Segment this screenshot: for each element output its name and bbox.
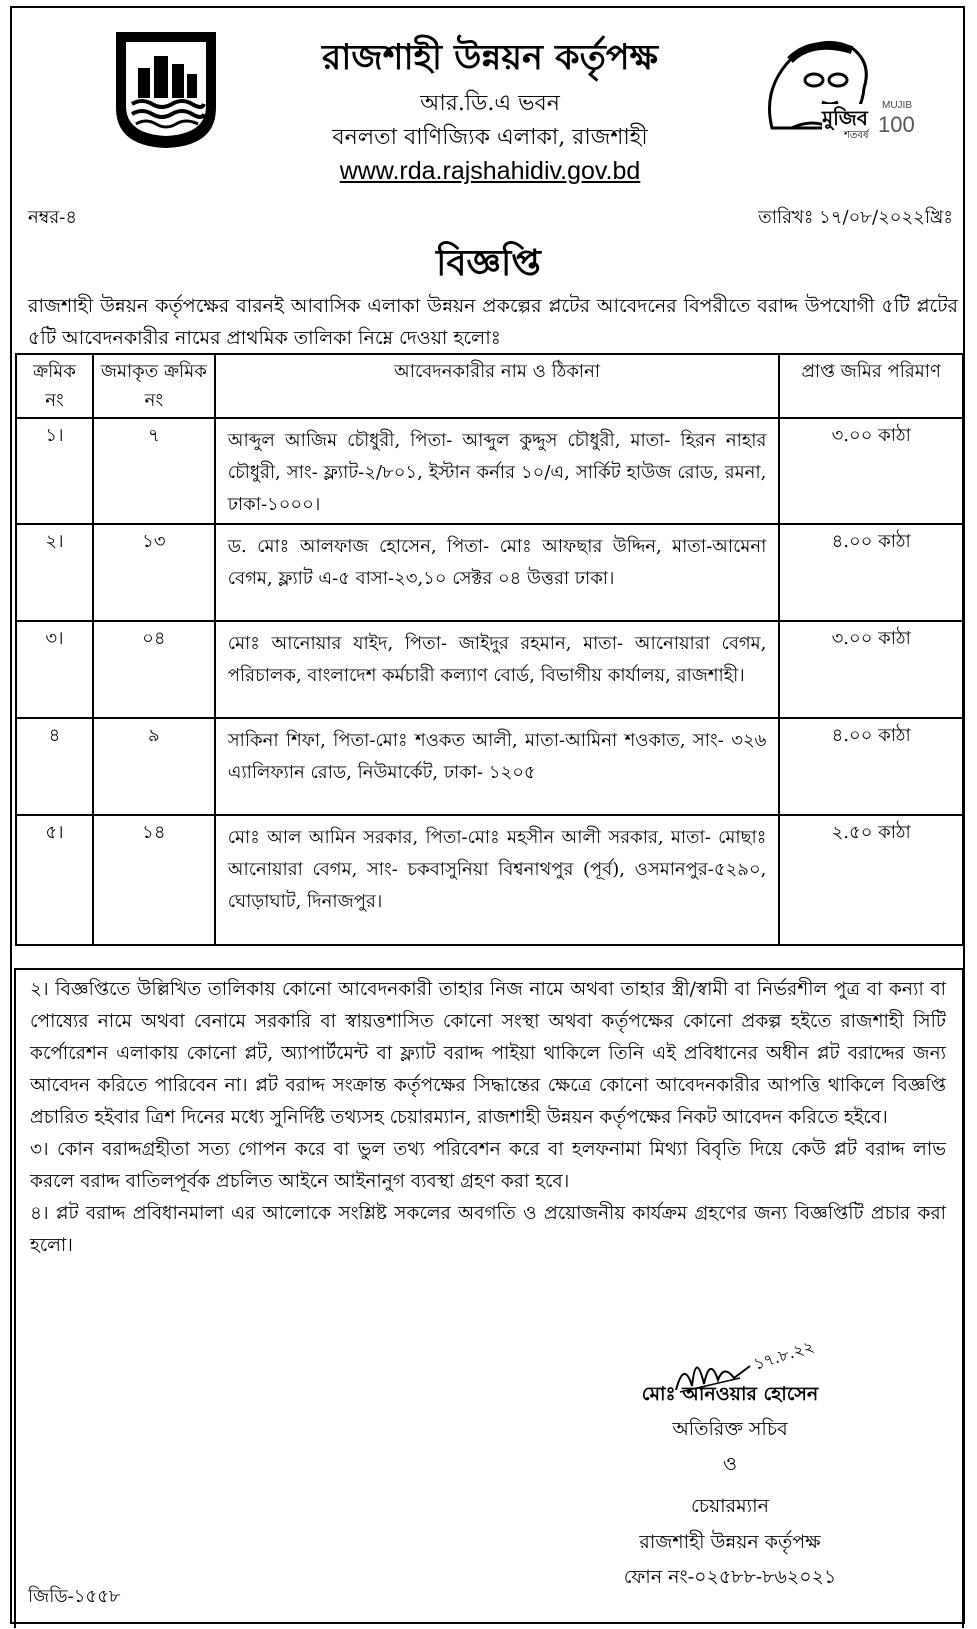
applicant-cell: মোঃ আল আমিন সরকার, পিতা-মোঃ মহসীন আলী সরকার, মাতা- মোছাঃ আনোয়ারা বেগম, সাং- চকবাসুনিয়া বিশ্বনাথপুর (পূর্ব), ওসমানপুর-৫২৯০, ঘোড়াঘাট, দিনাজপুর। [215,815,780,945]
applicant-cell: মোঃ আনোয়ার যাইদ, পিতা- জাইদুর রহমান, মাতা- আনোয়ারা বেগম, পরিচালক, বাংলাদেশ কর্মচারী কল্যাণ বোর্ড, বিভাগীয় কার্যালয়, রাজশাহী। [215,621,780,718]
area-cell: ৪.০০ কাঠা [779,524,963,621]
serial-cell: ৫। [16,815,93,945]
signatory-designation: অতিরিক্ত সচিব [672,1418,788,1440]
applicant-table [15,353,964,946]
serial-cell: ৪ [16,718,93,815]
col-serial-header: ক্রমিক নং [16,354,93,418]
mujib-en-text: MUJIB [882,100,912,111]
table-row [16,524,963,621]
mujib-num-text: 100 [878,112,915,137]
note-paragraph: ২। বিজ্ঞপ্তিতে উল্লিখিত তালিকায় কোনো আবেদনকারী তাহার নিজ নামে অথবা তাহার স্ত্রী/স্বামী বা নির্ভরশীল পুত্র বা কন্যা বা পোষ্যের নামে অথবা বেনামে সরকারি বা স্বায়ত্তশাসিত কোনো সংস্থা অথবা কর্তৃপক্ষের কোনো প্রকল্প হইতে রাজশাহী সিটি কর্পোরেশন এলাকায় কোনো প্লট, অ্যাপার্টমেন্ট বা ফ্ল্যাট বরাদ্দ পাইয়া থাকিলে তিনি এই প্রবিধানের অধীন প্লট বরাদ্দের জন্য আবেদন করিতে পারিবেন না। প্লট বরাদ্দ সংক্রান্ত কর্তৃপক্ষের সিদ্ধান্তের ক্ষেত্রে কোনো আবেদনকারীর আপত্তি থাকিলে বিজ্ঞপ্তি প্রচারিত হইবার ত্রিশ দিনের মধ্যে সুনির্দিষ্ট তথ্যসহ চেয়ারম্যান, রাজশাহী উন্নয়ন কর্তৃপক্ষের নিকট আবেদন করিতে হইবে। [30,979,946,1128]
col-applicant-header: আবেদনকারীর নাম ও ঠিকানা [215,354,780,418]
website-link[interactable]: www.rda.rajshahidiv.gov.bd [339,157,641,185]
submitted-serial-cell: ১৪ [93,815,215,945]
table-row [16,718,963,815]
serial-cell: ১। [16,418,93,524]
notice-title: বিজ্ঞপ্তি [436,242,541,284]
signatory-name: মোঃ আনওয়ার হোসেন [641,1383,819,1405]
table-row [16,815,963,945]
area-cell: ৪.০০ কাঠা [779,718,963,815]
submitted-serial-cell: ০৪ [93,621,215,718]
area-cell: ৩.০০ কাঠা [779,621,963,718]
col-submitted-serial-header: জমাকৃত ক্রমিক নং [93,354,215,418]
signature-date: ১৭.৮.২২ [751,1336,817,1374]
org-name: রাজশাহী উন্নয়ন কর্তৃপক্ষ [322,37,658,78]
note-paragraph: ৪। প্লট বরাদ্দ প্রবিধানমালা এর আলোকে সংশ্লিষ্ট সকলের অবগতি ও প্রয়োজনীয় কার্যক্রম গ্রহণের জন্য বিজ্ঞপ্তিটি প্রচার করা হলো। [30,1203,946,1256]
signatory-and: ও [723,1453,737,1475]
submitted-serial-cell: ৯ [93,718,215,815]
signatory-phone: ফোন নং-০২৫৮৮-৮৬২০২১ [623,1566,837,1588]
signatory-org: রাজশাহী উন্নয়ন কর্তৃপক্ষ [639,1531,821,1553]
note-paragraph: ৩। কোন বরাদ্দগ্রহীতা সত্য গোপন করে বা ভুল তথ্য পরিবেশন করে বা হলফনামা মিথ্যা বিবৃতি দিয়ে কেউ প্লট বরাদ্দ লাভ করলে বরাদ্দ বাতিলপূর্বক প্রচলিত আইনে আইনানুগ ব্যবস্থা গ্রহণ করা হবে। [30,1139,946,1192]
signatory-designation-2: চেয়ারম্যান [690,1495,770,1517]
mujib-100-logo [752,28,924,144]
reference-number: নম্বর-৪ [28,207,78,228]
mujib-text: মুজিব [822,104,868,137]
table-row [16,621,963,718]
mujib-sub-text: শতবর্ষ [844,130,869,141]
submitted-serial-cell: ১৩ [93,524,215,621]
org-address: বনলতা বাণিজ্যিক এলাকা, রাজশাহী [332,125,648,150]
applicant-cell: সাকিনা শিফা, পিতা-মোঃ শওকত আলী, মাতা-আমিনা শওকাত, সাং- ৩২৬ এ্যালিফ্যান রোড, নিউমার্কেট, ঢাকা- ১২০৫ [215,718,780,815]
applicant-cell: আব্দুল আজিম চৌধুরী, পিতা- আব্দুল কুদ্দুস চৌধুরী, মাতা- হিরন নাহার চৌধুরী, সাং- ফ্ল্যাট-২/৮০১, ইস্টান কর্নার ১০/এ, সার্কিট হাউজ রোড, রমনা, ঢাকা-১০০০। [215,418,780,524]
area-cell: ২.৫০ কাঠা [779,815,963,945]
submitted-serial-cell: ৭ [93,418,215,524]
applicant-cell: ড. মোঃ আলফাজ হোসেন, পিতা- মোঃ আফছার উদ্দিন, মাতা-আমেনা বেগম, ফ্ল্যাট এ-৫ বাসা-২৩,১০ সেক্টর ০৪ উত্তরা ঢাকা। [215,524,780,621]
table-row [16,418,963,524]
area-cell: ৩.০০ কাঠা [779,418,963,524]
table-header-row [16,354,963,418]
serial-cell: ২। [16,524,93,621]
rda-logo-icon [112,28,220,152]
notice-date: তারিখঃ ১৭/০৮/২০২২খ্রিঃ [758,207,953,228]
serial-cell: ৩। [16,621,93,718]
intro-paragraph: রাজশাহী উন্নয়ন কর্তৃপক্ষের বারনই আবাসিক এলাকা উন্নয়ন প্রকল্পের প্লটের আবেদনের বিপরীতে বরাদ্দ উপযোগী ৫টি প্লটের ৫টি আবেদনকারীর নামের প্রাথমিক তালিকা নিম্নে দেওয়া হলোঃ [28,295,958,349]
building-name: আর.ডি.এ ভবন [420,91,560,116]
col-area-header: প্রাপ্ত জমির পরিমাণ [779,354,963,418]
gd-number: জিডি-১৫৫৮ [28,1586,121,1607]
